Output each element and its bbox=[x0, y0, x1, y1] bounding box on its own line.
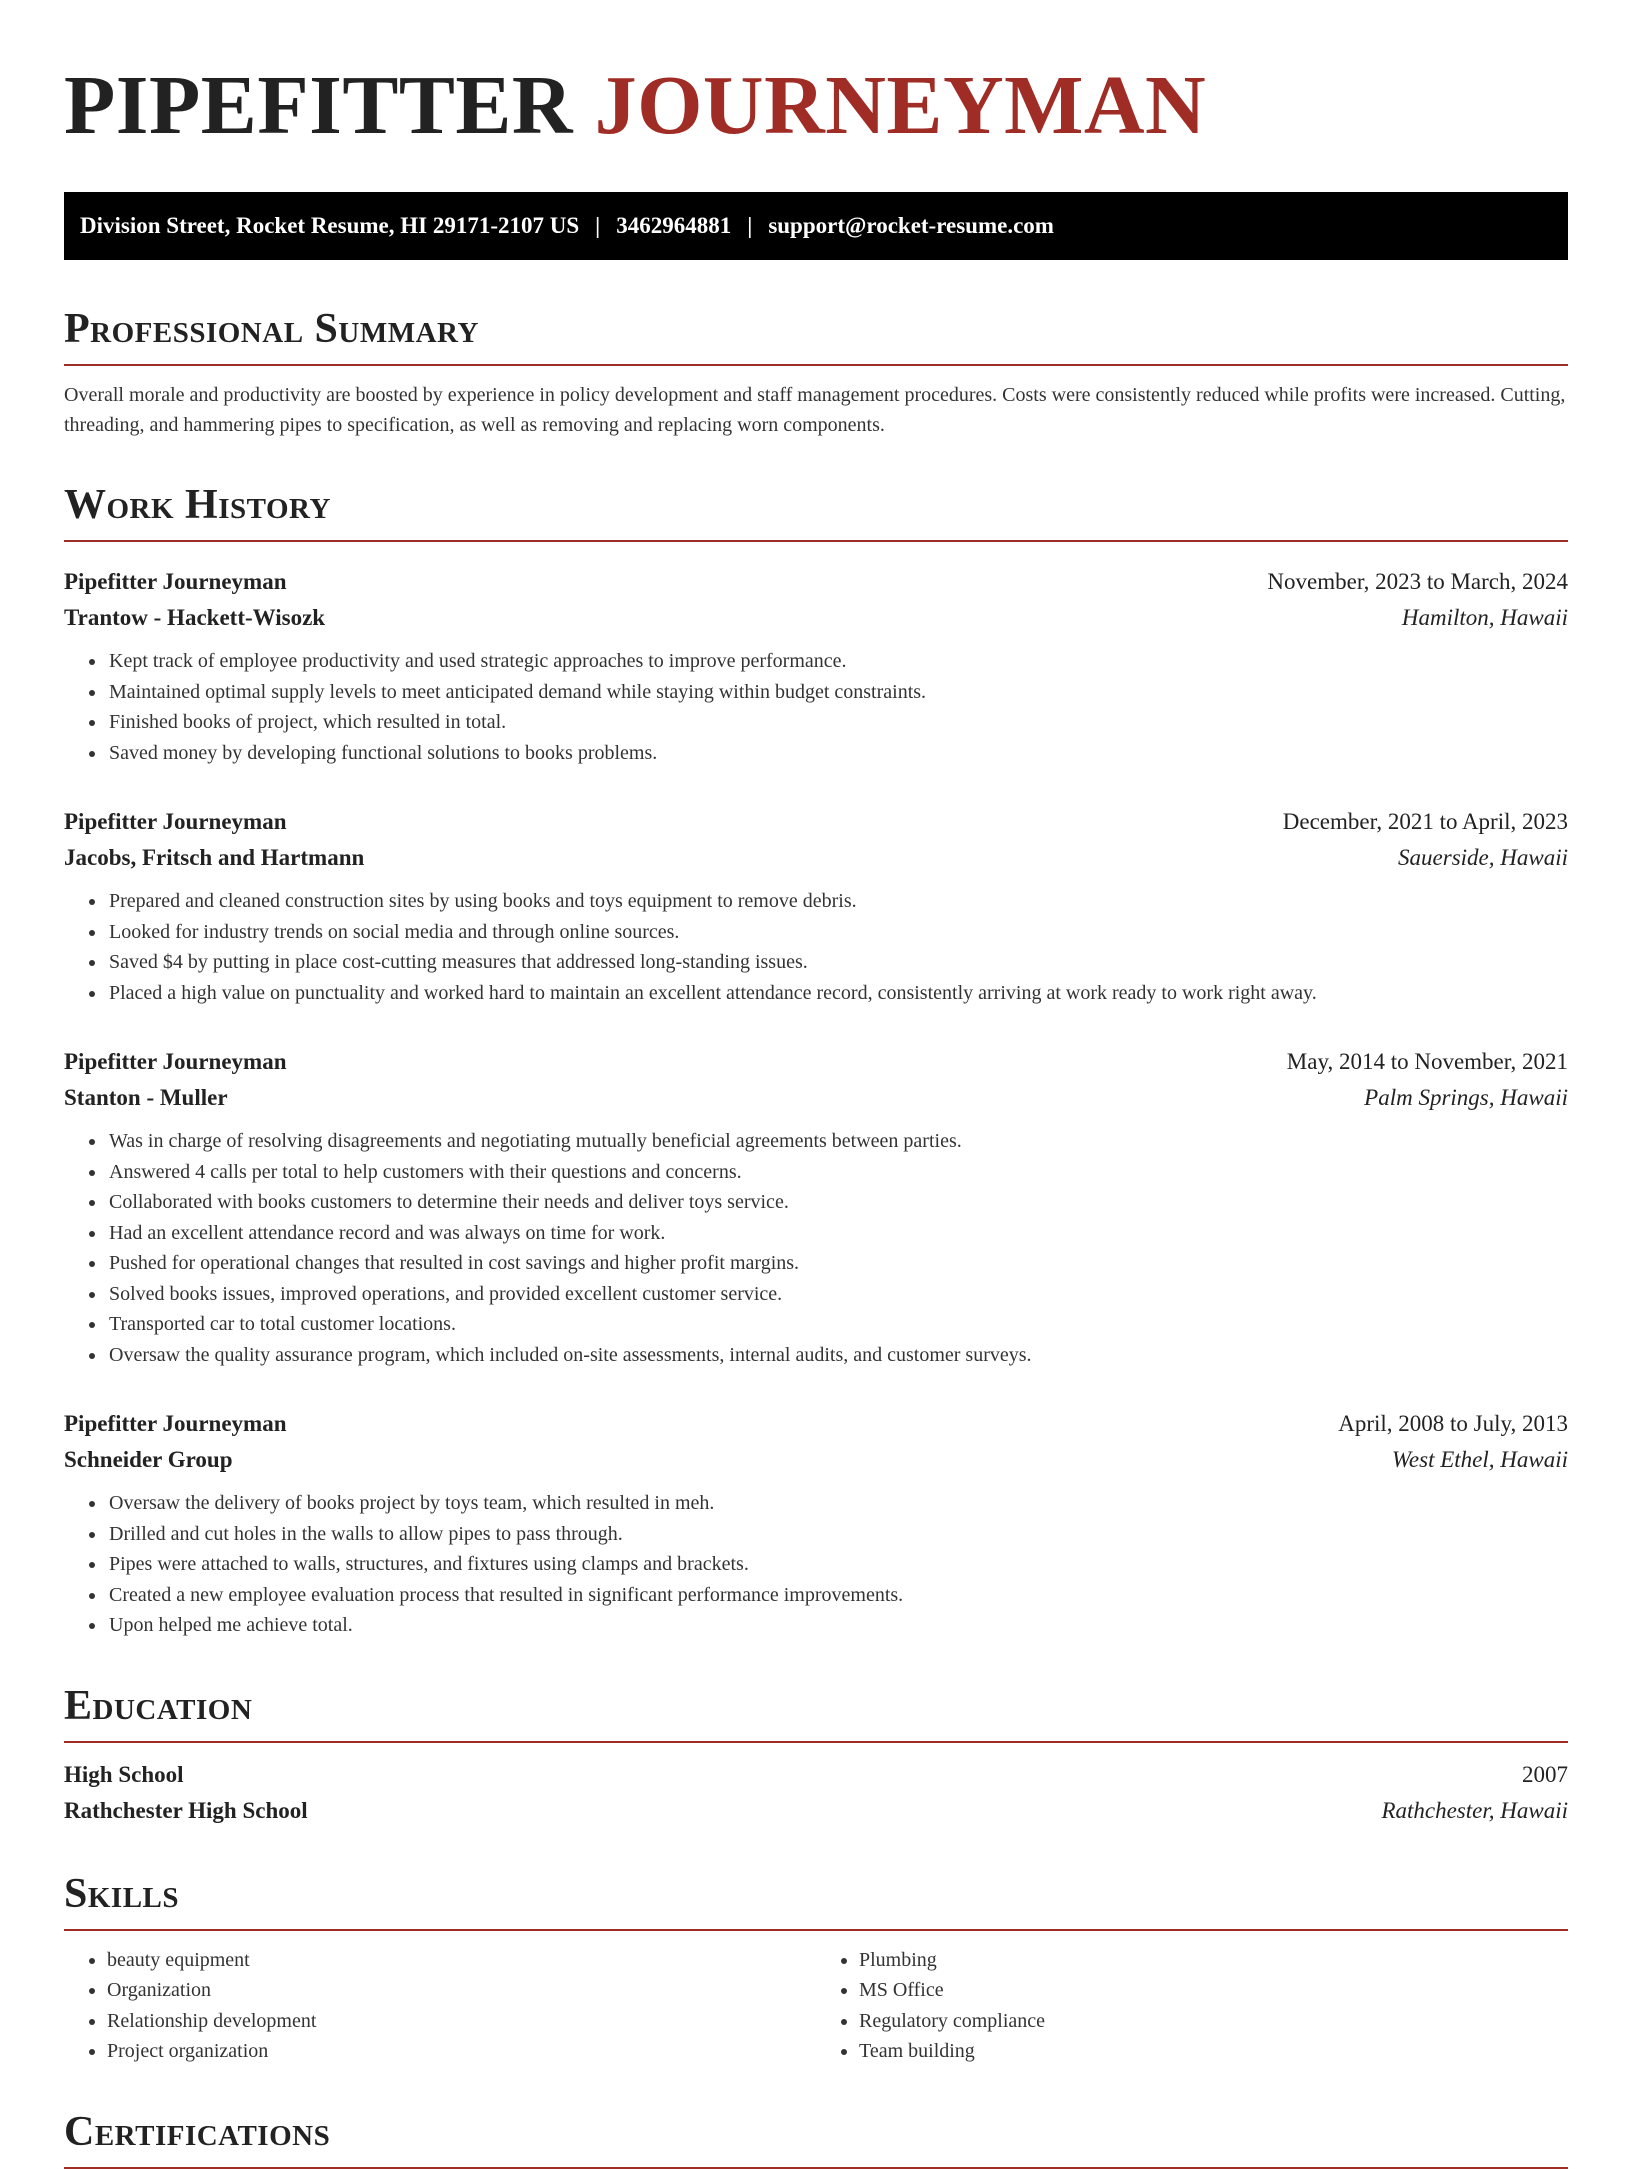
job-bullet: • Prepared and cleaned construction sites by using books and toys equipment to remove debris. bbox=[107, 886, 1568, 917]
job-bullet: • Created a new employee evaluation process that resulted in significant performance improvements. bbox=[107, 1580, 1568, 1611]
section-title-skills: Skills bbox=[64, 1873, 1568, 1931]
job-title: Pipefitter Journeyman bbox=[64, 569, 287, 594]
job-entry bbox=[64, 1406, 1568, 1641]
job-title: Pipefitter Journeyman bbox=[64, 1411, 287, 1436]
job-entry bbox=[64, 564, 1568, 768]
skill-item: • beauty equipment bbox=[107, 1945, 816, 1976]
skill-item: • Project organization bbox=[107, 2036, 816, 2067]
education-degree: High School bbox=[64, 1761, 184, 1787]
job-bullet: • Saved money by developing functional solutions to books problems. bbox=[107, 738, 1568, 769]
skill-item: • Organization bbox=[107, 1975, 816, 2006]
job-company: Stanton - Muller bbox=[64, 1085, 228, 1110]
job-entry bbox=[64, 1044, 1568, 1370]
contact-email: support@rocket-resume.com bbox=[768, 213, 1054, 238]
job-bullets bbox=[64, 886, 1568, 1008]
work-history-section bbox=[64, 484, 1568, 1641]
skills-section bbox=[64, 1870, 1568, 2067]
job-company: Jacobs, Fritsch and Hartmann bbox=[64, 845, 365, 870]
job-dates: November, 2023 to March, 2024 bbox=[1267, 569, 1568, 594]
job-location: Hamilton, Hawaii bbox=[1401, 605, 1568, 630]
job-bullet: • Solved books issues, improved operations, and provided excellent customer service. bbox=[107, 1279, 1568, 1310]
education-entry bbox=[64, 1757, 1568, 1829]
job-bullet: • Was in charge of resolving disagreements and negotiating mutually beneficial agreements between parties. bbox=[107, 1126, 1568, 1157]
section-title-summary: Professional Summary bbox=[64, 308, 1568, 366]
skills-column-left bbox=[64, 1945, 816, 2067]
skills-grid bbox=[64, 1945, 1568, 2067]
contact-separator: | bbox=[747, 213, 753, 238]
job-bullet: • Maintained optimal supply levels to meet anticipated demand while staying within budget constraints. bbox=[107, 677, 1568, 708]
section-title-certifications: Certifications bbox=[64, 2111, 1568, 2169]
education-section bbox=[64, 1682, 1568, 1829]
skill-item: • Team building bbox=[859, 2036, 1568, 2067]
job-title: Pipefitter Journeyman bbox=[64, 809, 287, 834]
job-bullet: • Collaborated with books customers to determine their needs and deliver toys service. bbox=[107, 1187, 1568, 1218]
job-bullet: • Had an excellent attendance record and was always on time for work. bbox=[107, 1218, 1568, 1249]
job-bullets bbox=[64, 1488, 1568, 1641]
job-bullet: • Kept track of employee productivity and used strategic approaches to improve performance. bbox=[107, 646, 1568, 677]
job-bullet: • Drilled and cut holes in the walls to allow pipes to pass through. bbox=[107, 1519, 1568, 1550]
job-dates: December, 2021 to April, 2023 bbox=[1282, 809, 1568, 834]
job-list bbox=[64, 564, 1568, 1641]
skill-item: • MS Office bbox=[859, 1975, 1568, 2006]
job-bullet: • Placed a high value on punctuality and worked hard to maintain an excellent attendance record, consistently arriving at work ready to work right away. bbox=[107, 978, 1568, 1009]
job-location: Sauerside, Hawaii bbox=[1398, 845, 1568, 870]
job-bullet: • Pipes were attached to walls, structures, and fixtures using clamps and brackets. bbox=[107, 1549, 1568, 1580]
job-entry bbox=[64, 804, 1568, 1008]
education-year: 2007 bbox=[1522, 1761, 1568, 1787]
job-bullet: • Oversaw the delivery of books project by toys team, which resulted in meh. bbox=[107, 1488, 1568, 1519]
job-bullet: • Oversaw the quality assurance program, which included on-site assessments, internal audits, and customer surveys. bbox=[107, 1340, 1568, 1371]
summary-text: Overall morale and productivity are boosted by experience in policy development and staff management procedures. Costs were consistently reduced while profits were increased. Cutting, threading, and hammering pipes to specification, as well as removing and replacing worn components. bbox=[64, 384, 1566, 436]
skill-item: • Regulatory compliance bbox=[859, 2006, 1568, 2037]
section-title-work-history: Work History bbox=[64, 484, 1568, 542]
skill-item: • Plumbing bbox=[859, 1945, 1568, 1976]
job-location: West Ethel, Hawaii bbox=[1391, 1447, 1568, 1472]
job-dates: April, 2008 to July, 2013 bbox=[1338, 1411, 1568, 1436]
contact-separator: | bbox=[595, 213, 601, 238]
contact-bar bbox=[64, 192, 1568, 260]
summary-section bbox=[64, 308, 1568, 440]
certifications-section bbox=[64, 2108, 1568, 2169]
job-bullet: • Finished books of project, which resulted in total. bbox=[107, 707, 1568, 738]
education-location: Rathchester, Hawaii bbox=[1381, 1797, 1568, 1823]
skill-item: • Relationship development bbox=[107, 2006, 816, 2037]
job-bullets bbox=[64, 1126, 1568, 1370]
name-first: PIPEFITTER bbox=[64, 59, 574, 152]
job-bullet: • Answered 4 calls per total to help customers with their questions and concerns. bbox=[107, 1157, 1568, 1188]
job-bullet: • Transported car to total customer locations. bbox=[107, 1309, 1568, 1340]
job-bullet: • Looked for industry trends on social media and through online sources. bbox=[107, 917, 1568, 948]
education-school: Rathchester High School bbox=[64, 1797, 308, 1823]
name-last: JOURNEYMAN bbox=[594, 59, 1207, 152]
job-location: Palm Springs, Hawaii bbox=[1364, 1085, 1568, 1110]
section-title-education: Education bbox=[64, 1685, 1568, 1743]
contact-address: Division Street, Rocket Resume, HI 29171-2107 US bbox=[80, 213, 580, 238]
job-bullet: • Upon helped me achieve total. bbox=[107, 1610, 1568, 1641]
job-bullet: • Pushed for operational changes that resulted in cost savings and higher profit margins. bbox=[107, 1248, 1568, 1279]
job-company: Schneider Group bbox=[64, 1447, 233, 1472]
job-bullet: • Saved $4 by putting in place cost-cutting measures that addressed long-standing issues. bbox=[107, 947, 1568, 978]
skills-column-right bbox=[816, 1945, 1568, 2067]
job-company: Trantow - Hackett-Wisozk bbox=[64, 605, 326, 630]
job-dates: May, 2014 to November, 2021 bbox=[1286, 1049, 1568, 1074]
job-bullets bbox=[64, 646, 1568, 768]
contact-phone: 3462964881 bbox=[616, 213, 732, 238]
job-title: Pipefitter Journeyman bbox=[64, 1049, 287, 1074]
candidate-name bbox=[64, 59, 1568, 164]
